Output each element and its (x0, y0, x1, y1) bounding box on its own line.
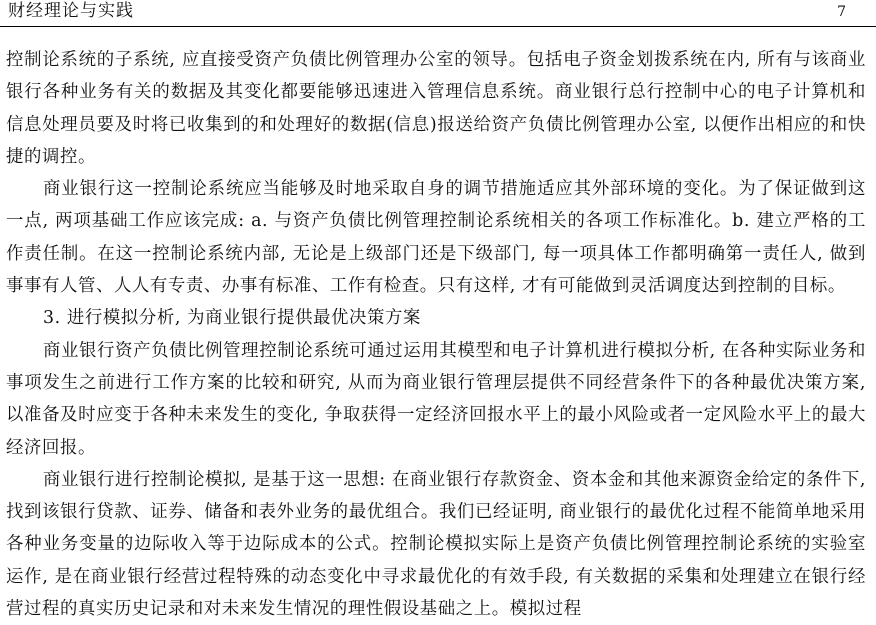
page-number: 7 (837, 4, 846, 20)
section-heading: 3. 进行模拟分析, 为商业银行提供最优决策方案 (43, 308, 422, 329)
paragraph-continuation: 控制论系统的子系统, 应直接受资产负债比例管理办公室的领导。包括电子资金划拨系统在内, 所有与该商业银行各种业务有关的数据及其变化都要能够迅速进入管理信息系统。商业银行总行控制中心的电子计算机和信息处理员要及时将已收集到的和处理好的数据(信息)报送给资产负债比例管理办公室, 以便作出相应的和快捷的调控。 (6, 50, 866, 167)
paragraph-cybernetic-modeling: 商业银行进行控制论模拟, 是基于这一思想: 在商业银行存款资金、资本金和其他来源资金给定的条件下, 找到该银行贷款、证券、储备和表外业务的最优组合。我们已经证明, 商业银行的最优化过程不能简单地采用各种业务变量的边际收入等于边际成本的公式。控制论模拟实际上是资产负债比例管理控制论系统的实验室运作, 是在商业银行经营过程特殊的动态变化中寻求最优化的有效手段, 有关数据的采集和处理建立在银行经营过程的真实历史记录和对未来发生情况的理性假设基础之上。模拟过程 (6, 469, 866, 620)
paragraph-adjustment: 商业银行这一控制论系统应当能够及时地采取自身的调节措施适应其外部环境的变化。为了保证做到这一点, 两项基础工作应该完成: a. 与资产负债比例管理控制论系统相关的各项工作标准化。b. 建立严格的工作责任制。在这一控制论系统内部, 无论是上级部门还是下级部门, 每一项具体工作都明确第一责任人, 做到事事有人管、人人有专责、办事有标准、工作有检查。只有这样, 才有可能做到灵活调度达到控制的目标。 (6, 179, 866, 297)
journal-title: 财经理论与实践 (8, 1, 134, 21)
paragraph-simulation: 商业银行资产负债比例管理控制论系统可通过运用其模型和电子计算机进行模拟分析, 在各种实际业务和事项发生之前进行工作方案的比较和研究, 从而为商业银行管理层提供不同经营条件下的各种最优决策方案, 以准备及时应变于各种未来发生的变化, 争取获得一定经济回报水平上的最小风险或者一定风险水平上的最大经济回报。 (6, 340, 866, 458)
page-header (0, 0, 876, 27)
body-text (6, 44, 866, 625)
